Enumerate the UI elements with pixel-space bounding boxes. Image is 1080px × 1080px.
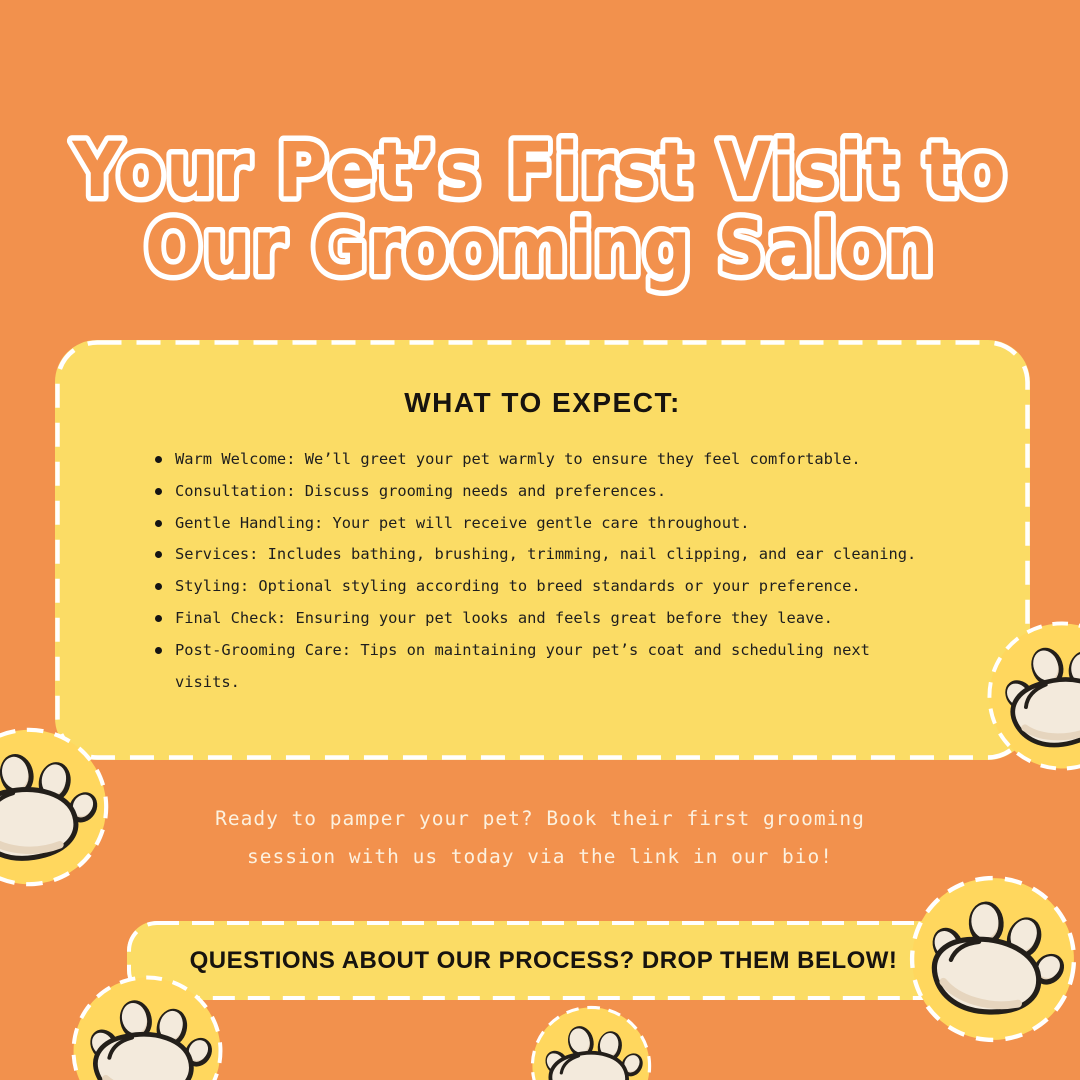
bullet-dot — [155, 488, 162, 495]
list-item-text: Warm Welcome: We’ll greet your pet warmly to ensure they feel comfortable. — [175, 450, 861, 468]
list-item — [153, 635, 937, 699]
paw-icon — [522, 997, 660, 1080]
page-title — [0, 116, 1080, 316]
card-heading: WHAT TO EXPECT: — [404, 387, 681, 418]
title-line-2: Our Grooming Salon — [145, 203, 935, 292]
list-item — [153, 571, 937, 603]
cta-line-1: Ready to pamper your pet? Book their first grooming — [215, 807, 865, 830]
list-item-text: Post-Grooming Care: Tips on maintaining your pet’s coat and scheduling next visits. — [175, 640, 870, 691]
paw-icon — [0, 718, 118, 895]
bullet-dot — [155, 551, 162, 558]
bullet-dot — [155, 615, 162, 622]
bullet-dot — [155, 520, 162, 527]
list-item — [153, 444, 937, 476]
paw-icon — [64, 968, 230, 1080]
list-item-text: Consultation: Discuss grooming needs and preferences. — [175, 481, 667, 500]
list-item — [153, 603, 937, 635]
bullet-dot — [155, 456, 162, 463]
bullet-dot — [155, 647, 162, 654]
list-item — [153, 508, 937, 540]
list-item — [153, 539, 937, 571]
cta-line-2: session with us today via the link in our bio! — [246, 845, 834, 868]
bullet-dot — [155, 583, 162, 590]
what-to-expect-card — [55, 340, 1030, 760]
paw-icon — [897, 863, 1080, 1054]
list-item-text: Gentle Handling: Your pet will receive gentle care throughout. — [175, 513, 750, 532]
expectations-list — [153, 444, 960, 698]
questions-banner — [127, 921, 960, 1000]
banner-text: QUESTIONS ABOUT OUR PROCESS? DROP THEM BELOW! — [189, 946, 898, 974]
list-item-text: Services: Includes bathing, brushing, trimming, nail clipping, and ear cleaning. — [175, 545, 917, 564]
list-item-text: Final Check: Ensuring your pet looks and feels great before they leave. — [175, 608, 833, 627]
title-line-1: Your Pet’s First Visit to — [71, 125, 1008, 214]
list-item-text: Styling: Optional styling according to breed standards or your preference. — [175, 577, 861, 596]
list-item — [153, 476, 937, 508]
